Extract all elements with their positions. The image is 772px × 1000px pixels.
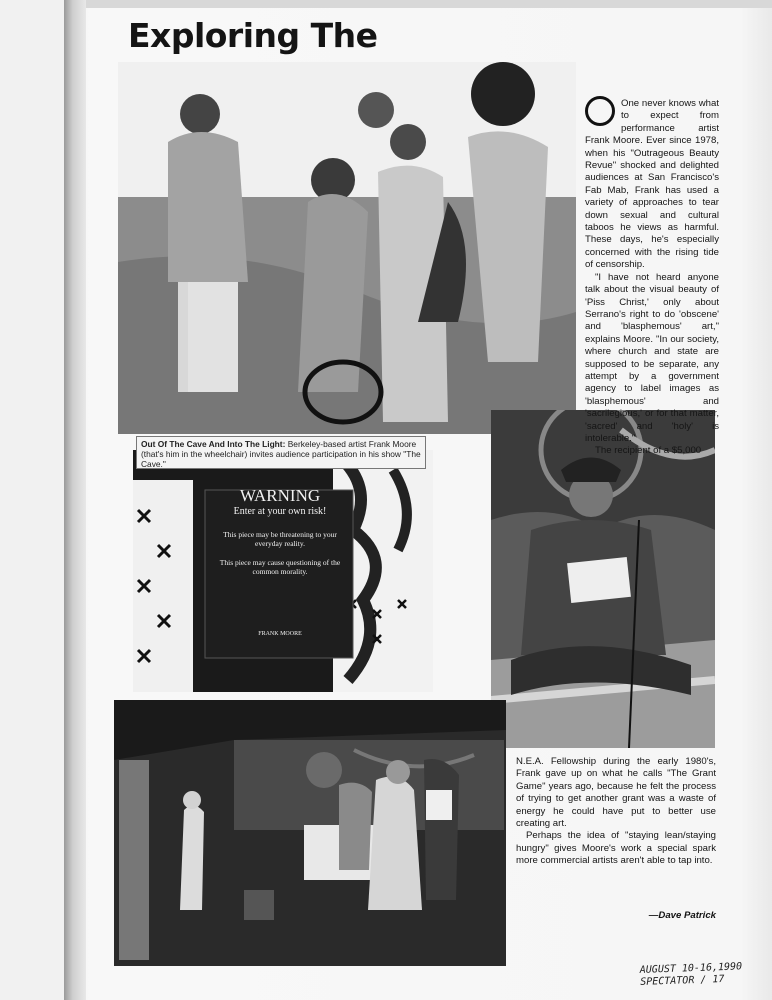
drop-cap-o-icon — [585, 96, 615, 126]
page-number: SPECTATOR / 17 — [640, 973, 725, 988]
group-photo — [118, 62, 576, 434]
byline: —Dave Patrick — [648, 910, 716, 921]
cave-photo — [114, 700, 506, 966]
article-paragraph-1 — [585, 98, 719, 272]
article-paragraph-1-text: One never knows what to expect from performance artist Frank Moore. Ever since 1978, when his "Outrageous Beauty Revue" shocked and delighted audiences at San Francisco's Fab Mab, Frank has used a variety of approaches to tear down sexual and cultural taboos he views as harmful. These days, he's especially concerned with the rising tide of censorship. — [585, 98, 719, 271]
photo-caption — [136, 436, 426, 469]
page-footer — [640, 961, 751, 989]
warning-line-1: This piece may be threatening to your everyday reality. — [223, 530, 337, 548]
warning-signature: FRANK MOORE — [258, 631, 302, 637]
warning-sign — [207, 482, 353, 648]
page-top-band — [86, 0, 772, 8]
article-paragraph-2: "I have not heard anyone talk about the visual beauty of 'Piss Christ,' only about Serrano's right to do 'obscene' and 'blasphemous' art," explains Moore. "In our society, where church and state are supposed to be separate, any attempt by a government agency to label images as 'blasphemous' and 'sacrilegious,' or for that matter, 'sacred' and 'holy' is intolerable." — [585, 271, 719, 444]
article-column-bottom — [516, 756, 716, 868]
article-paragraph-4: N.E.A. Fellowship during the early 1980's, Frank gave up on what he calls "The Grant Game" years ago, because he felt the process of trying to get another grant was a waste of energy he could have put to better use creating art. — [516, 756, 716, 830]
caption-lead: Out Of The Cave And Into The Light: — [141, 439, 286, 449]
page-spine-shadow — [64, 0, 86, 1000]
warning-subtitle: Enter at your own risk! — [233, 506, 327, 517]
article-column-top — [585, 98, 719, 458]
warning-title: WARNING — [239, 486, 321, 505]
article-paragraph-3: The recipient of a $5,000 — [595, 445, 702, 457]
headline-line-1: Exploring The — [128, 16, 378, 55]
article-paragraph-5: Perhaps the idea of "staying lean/staying hungry" gives Moore's work a special spark more commercial artists aren't able to tap into. — [516, 830, 716, 867]
caption-text: Berkeley-based artist Frank Moore (that's him in the wheelchair) invites audience participation in his show "The Cave." — [141, 439, 421, 469]
warning-line-2: This piece may cause questioning of the common morality. — [219, 558, 341, 576]
reader-photo — [491, 410, 715, 748]
issue-date: AUGUST 10-16,1990 — [639, 961, 743, 976]
